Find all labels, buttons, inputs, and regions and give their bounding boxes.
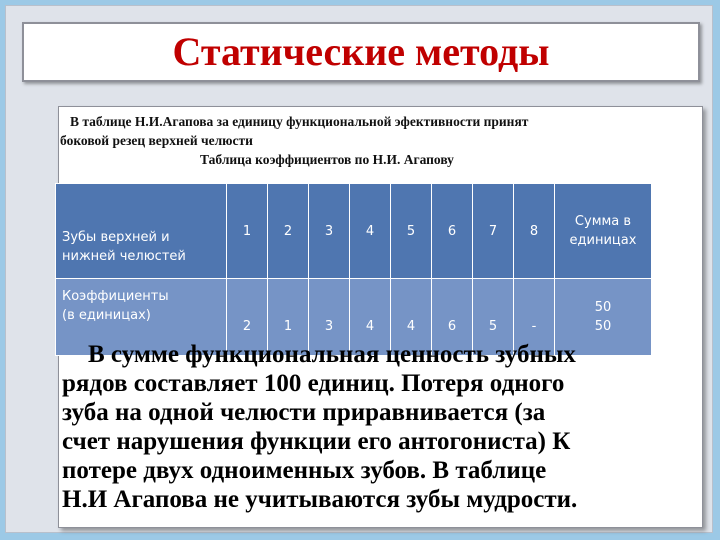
sum-value-lower: 50 <box>594 319 612 334</box>
row-header-teeth <box>56 184 227 279</box>
table-cell: 3 <box>309 279 350 356</box>
body-line: Н.И Агапова не учитываются зубы мудрости. <box>62 486 578 513</box>
body-line: рядов составляет 100 единиц. Потеря одного <box>62 370 565 397</box>
table-cell: 2 <box>227 279 268 356</box>
row-header-line: Зубы верхней и <box>62 230 170 245</box>
body-line: зуба на одной челюсти приравнивается (за <box>62 399 546 426</box>
body-line: потере двух одноименных зубов. В таблице <box>62 457 547 484</box>
intro-line-2: боковой резец верхней челюсти <box>60 133 253 148</box>
row-header-line: Коэффициенты <box>62 289 169 304</box>
table-cell: - <box>514 279 555 356</box>
sum-header-cell <box>555 184 652 279</box>
row-header-line: нижней челюстей <box>62 249 186 264</box>
table-cell: 6 <box>432 279 473 356</box>
sum-header-line: Сумма в <box>574 214 632 229</box>
table-cell: 5 <box>473 279 514 356</box>
table-cell: 2 <box>268 184 309 279</box>
table-cell: 1 <box>268 279 309 356</box>
title-box <box>22 22 700 82</box>
table-cell: 7 <box>473 184 514 279</box>
table-cell: 4 <box>391 279 432 356</box>
table-cell: 6 <box>432 184 473 279</box>
table-cell: 1 <box>227 184 268 279</box>
intro-text <box>60 112 680 169</box>
table-cell: 4 <box>350 279 391 356</box>
body-line: В сумме функциональная ценность зубных <box>88 341 576 368</box>
table-row-teeth <box>56 184 652 279</box>
table-cell: 5 <box>391 184 432 279</box>
row-header-line: (в единицах) <box>62 308 151 323</box>
table-cell: 4 <box>350 184 391 279</box>
intro-line-1: В таблице Н.И.Агапова за единицу функциональной эфективности принят <box>70 114 529 129</box>
sum-header-line: единицах <box>569 233 637 248</box>
body-line: счет нарушения функции его антогониста) К <box>62 428 571 455</box>
table-cell: 8 <box>514 184 555 279</box>
table-caption: Таблица коэффициентов по Н.И. Агапову <box>200 152 454 167</box>
body-paragraph <box>62 340 692 514</box>
sum-value-upper: 50 <box>594 300 612 315</box>
table-cell: 3 <box>309 184 350 279</box>
coefficient-table <box>55 183 652 356</box>
slide-title: Статические методы <box>172 29 550 74</box>
